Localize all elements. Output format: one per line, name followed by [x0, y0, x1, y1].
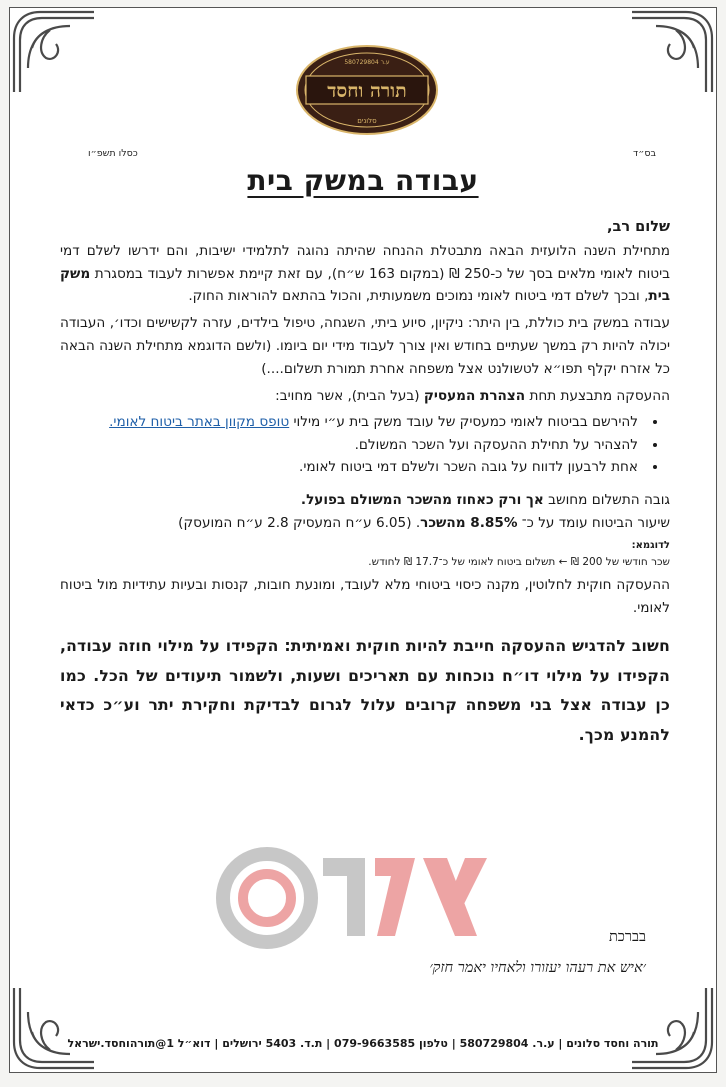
- closing-block: [429, 922, 646, 984]
- closing-quote: ׳איש את רעהו יעזורו ולאחיו יאמר חזק׳: [429, 960, 646, 976]
- list-item: • להירשם בביטוח לאומי כמעסיק של עובד משק בית ע״י מילוי טופס מקוון באתר ביטוח לאומי.: [60, 411, 642, 434]
- payment-calculation: גובה התשלום מחושב אך ורק כאחוז מהשכר המשולם בפועל.: [300, 491, 670, 508]
- corner-ornament: [630, 986, 716, 1072]
- footer-contact-line: תורה וחסד סלונים | ע.ר. 580729804 | טלפון 079-9663585 | ת.ד. 5403 ירושלים | דוא״ל 1@תורהוחסד.ישראל: [67, 1037, 659, 1050]
- insurance-rate: שיעור הביטוח עומד על כ־ 8.85% מהשכר. (6.05 ע״ח המעסיק 2.8 ע״ח המועסק): [178, 514, 670, 531]
- document-page: [9, 7, 717, 1073]
- obligations-list: [60, 411, 670, 479]
- list-item: • אחת לרבעון לדווח על גובה השכר ולשלם דמי ביטוח לאומי.: [60, 456, 642, 479]
- corner-ornament: [10, 8, 96, 94]
- hebrew-date: כסלו תשפ״ו: [88, 148, 138, 159]
- greeting: שלום רב,: [607, 219, 670, 235]
- paragraph-employer-declaration: ההעסקה מתבצעת תחת הצהרת המעסיק (בעל הבית), אשר מחויב:: [275, 387, 670, 404]
- example-line: שכר חודשי של 200 ₪ ← תשלום ביטוח לאומי של כ־17.7 ₪ לחודש.: [368, 556, 670, 569]
- document-title: עבודה במשק בית: [247, 164, 479, 197]
- organization-logo: [292, 42, 442, 138]
- example-title: לדוגמא:: [631, 540, 670, 552]
- closing-blessing: בברכת: [608, 929, 646, 945]
- letter-body: [60, 216, 670, 750]
- paragraph-intro: מתחילת השנה הלועזית הבאה מתבטלת ההנחה שהיתה נהוגה לתלמידי ישיבות, והם ידרשו לשלם דמי ביטוח לאומי מלאים בסך של כ-250 ₪ (במקום 163 ש״ח), עם זאת קיימת אפשרות לעבוד במסגרת משק בית, ובכך לשלם דמי ביטוח לאומי נמוכים משמעותית, והכול בהתאם להוראות החוק.: [60, 242, 670, 305]
- corner-ornament: [630, 8, 716, 94]
- paragraph-legal-note: ההעסקה חוקית לחלוטין, מקנה כיסוי ביטוחי מלא לעובד, ומונעת חובות, קנסות ובעיות עתידיות מול ביטוח לאומי.: [60, 577, 670, 617]
- paragraph-work-description: עבודה במשק בית כוללת, בין היתר: ניקיון, סיוע ביתי, השגחה, טיפול בילדים, עזרה לקשישים וכדו׳, העבודה יכולה להיות רק במשך שעתיים בחודש ואין צורך לעבוד מידי יום ביומו. (ולשם הדוגמא מתחילת השנה הבאה כל אזרח יקלף תפו״א לטשולנט אצל משפחה אחרת תמורת תשלום....): [60, 315, 670, 377]
- online-form-link[interactable]: טופס מקוון באתר ביטוח לאומי.: [109, 414, 290, 431]
- corner-ornament: [10, 986, 96, 1072]
- logo-main-text: תורה וחסד: [327, 80, 407, 102]
- logo-bottom-text: סלונים: [357, 117, 377, 125]
- bsd-header: בס״ד: [633, 148, 656, 159]
- logo-top-text: ע.ר 580729804: [344, 59, 390, 66]
- list-item: • להצהיר על תחילת ההעסקה ועל השכר המשולם.: [60, 434, 642, 457]
- important-notice: חשוב להדגיש ההעסקה חייבת להיות חוקית ואמיתית: הקפידו על מילוי חוזה עבודה, הקפידו על מילוי דו״ח נוכחות עם תאריכים ושעות, ולשמור תיעודים של הכל. כמו כן עבודה אצל בני משפחה קרובים עלול לגרום לבדיקת וחקירת יתר וע״כ כדאי להמנע מכך.: [60, 637, 670, 744]
